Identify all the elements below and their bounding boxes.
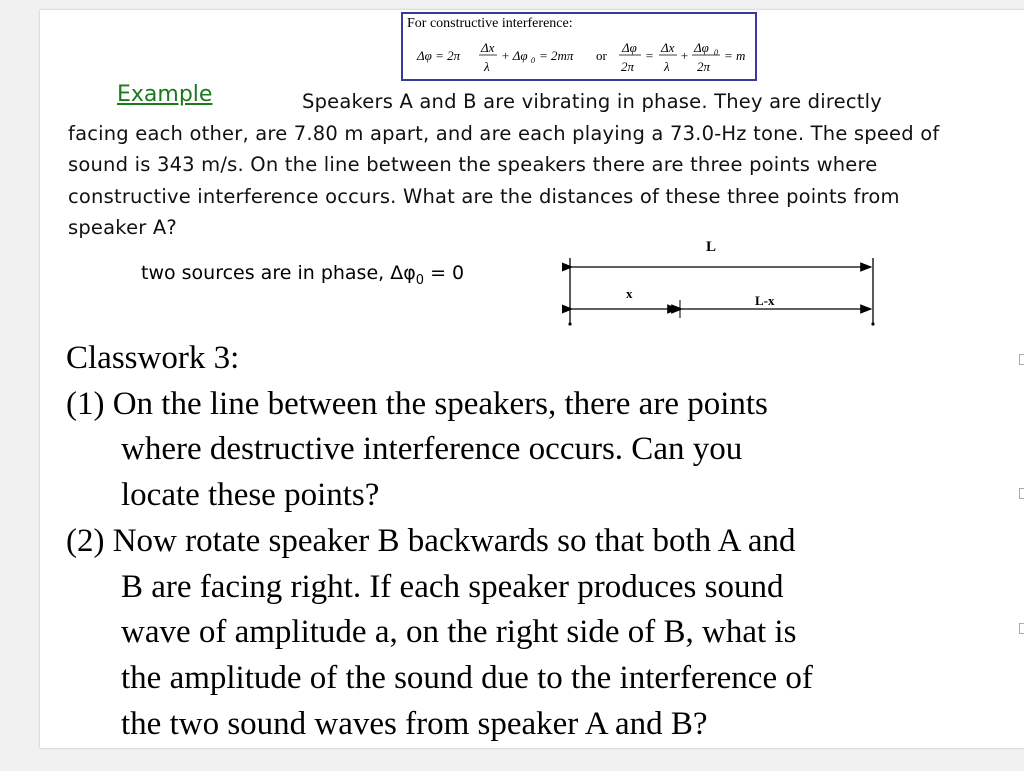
svg-text:=: =: [645, 48, 654, 63]
phase-note-subscript: 0: [415, 272, 425, 288]
phase-note-suffix: = 0: [424, 262, 465, 284]
svg-text:Δφ = 2π: Δφ = 2π: [417, 48, 461, 63]
svg-text:Δx: Δx: [661, 40, 675, 55]
question-2-line: (2) Now rotate speaker B backwards so that both A and: [66, 522, 796, 559]
question-2-line: the two sound waves from speaker A and B?: [121, 705, 708, 742]
problem-line: facing each other, are 7.80 m apart, and are each playing a 73.0-Hz tone. The speed of: [68, 121, 940, 145]
problem-line: Speakers A and B are vibrating in phase. They are directly: [302, 90, 882, 113]
question-2-line: wave of amplitude a, on the right side of B, what is: [121, 614, 797, 651]
question-2-line: B are facing right. If each speaker produces sound: [121, 568, 784, 605]
phase-note-text: two sources are in phase, Δφ: [141, 262, 416, 284]
label-L: L: [706, 239, 717, 255]
formula-heading: For constructive interference:: [407, 16, 573, 31]
question-1-line: (1) On the line between the speakers, there are points: [66, 385, 768, 422]
svg-text:λ: λ: [484, 59, 490, 74]
formula-equations: [403, 14, 755, 79]
resize-handle[interactable]: [1019, 354, 1024, 365]
svg-text:+: +: [680, 48, 689, 63]
problem-line: constructive interference occurs. What are the distances of these three points from: [68, 184, 900, 208]
classwork-section: [66, 336, 1006, 747]
svg-text:+ Δφ: + Δφ: [501, 48, 528, 63]
question-2-line: the amplitude of the sound due to the interference of: [121, 659, 813, 696]
formula-box: [401, 12, 757, 81]
svg-text:2π: 2π: [621, 59, 635, 74]
problem-line: speaker A?: [68, 216, 177, 239]
example-label: Example: [117, 82, 213, 107]
resize-handle[interactable]: [1019, 488, 1024, 499]
formula-connector: or: [596, 48, 607, 63]
svg-text:0: 0: [531, 56, 535, 65]
svg-text:= 2mπ: = 2mπ: [539, 48, 574, 63]
svg-text:Δx: Δx: [481, 40, 495, 55]
distance-diagram: [562, 236, 882, 332]
svg-text:Δφ: Δφ: [694, 40, 709, 55]
classwork-title: Classwork 3:: [66, 340, 240, 376]
svg-text:0: 0: [714, 48, 718, 57]
label-L-minus-x: L-x: [755, 293, 775, 308]
question-1-line: locate these points?: [121, 477, 380, 514]
phase-note: [141, 262, 464, 288]
svg-text:λ: λ: [664, 59, 670, 74]
example-problem-text: [68, 86, 1018, 244]
svg-text:= m: = m: [724, 48, 746, 63]
question-1-line: where destructive interference occurs. Can you: [121, 431, 743, 468]
label-x: x: [626, 286, 633, 301]
resize-handle[interactable]: [1019, 623, 1024, 634]
svg-text:Δφ: Δφ: [622, 40, 637, 55]
problem-line: sound is 343 m/s. On the line between the speakers there are three points where: [68, 153, 878, 176]
svg-text:2π: 2π: [697, 59, 711, 74]
